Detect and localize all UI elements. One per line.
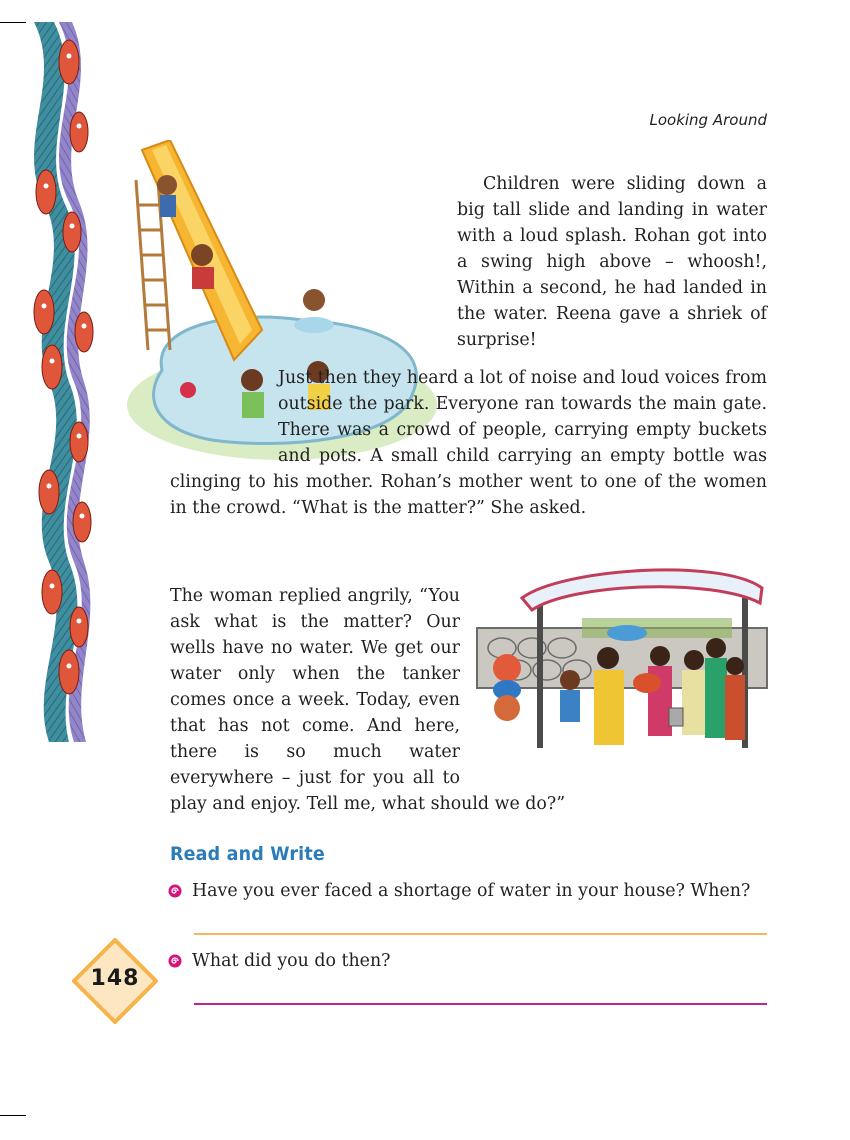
text-wrap-spacer — [470, 583, 773, 777]
crop-mark-bottom — [0, 1115, 26, 1116]
crop-mark-top — [0, 22, 26, 23]
story-paragraph-3 — [170, 583, 767, 817]
question-1 — [168, 881, 750, 901]
spiral-bullet-icon — [168, 954, 182, 968]
question-1-text: Have you ever faced a shortage of water in your house? When? — [192, 881, 751, 901]
page-number: 148 — [90, 966, 140, 991]
section-title: Read and Write — [170, 843, 325, 865]
spiral-bullet-icon — [168, 884, 182, 898]
story-paragraph-3-text: The woman replied angrily, “You ask what is the matter? Our wells have no water. We get our water only when the tanker comes once a week. Today, even that has not come. And here, there is so much water everywhere – just for you all to play and enjoy. Tell me, what should we do?” — [170, 586, 566, 814]
story-paragraph-1: Children were sliding down a big tall slide and landing in water with a loud splash. Rohan got into a swing high above – whoosh!, Within a second, he had landed in the water. Reena gave a shriek of surprise! — [457, 174, 767, 350]
question-2 — [168, 951, 390, 971]
text-wrap-spacer — [0, 365, 278, 469]
answer-line-1 — [194, 933, 767, 935]
story-paragraph-2-text: Just then they heard a lot of noise and loud voices from outside the park. Everyone ran towards the main gate. There was a crowd of people, carrying empty buckets and pots. A small child carrying an empty bottle was clinging to his mother. Rohan’s mother went to one of the women in the crowd. “What is the matter?” She asked. — [170, 368, 767, 518]
running-head: Looking Around — [649, 111, 767, 129]
answer-line-2 — [194, 1003, 767, 1005]
story-paragraph-2 — [170, 365, 767, 521]
question-2-text: What did you do then? — [192, 951, 391, 971]
